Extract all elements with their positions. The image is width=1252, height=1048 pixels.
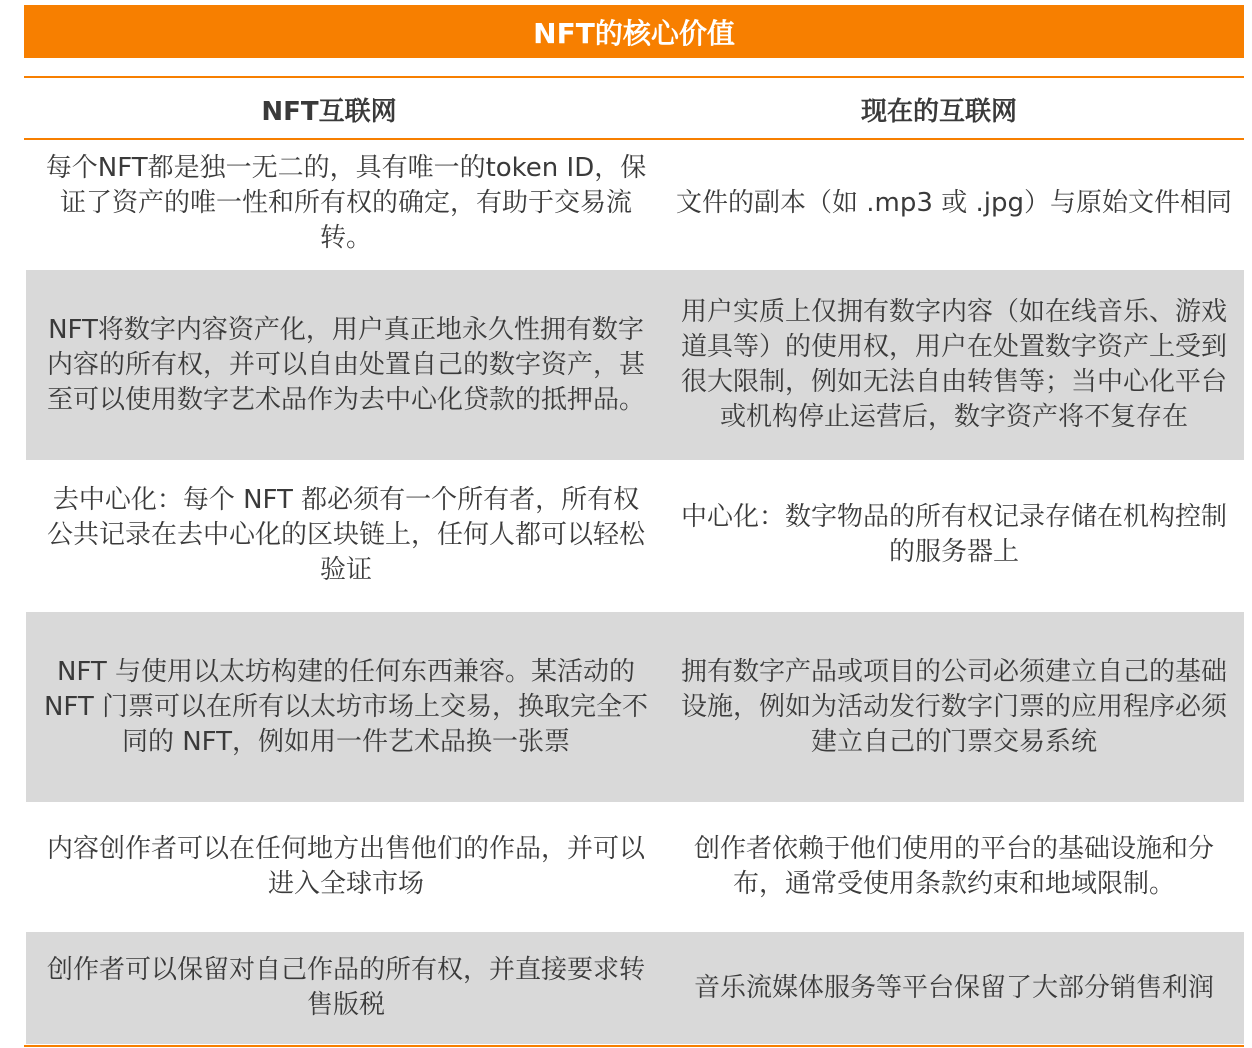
- table-row: [26, 270, 1244, 460]
- table-title: NFT的核心价值: [24, 5, 1244, 58]
- row-3-current-cell: 中心化：数字物品的所有权记录存储在机构控制的服务器上: [680, 502, 1227, 567]
- table-row: [26, 806, 1244, 928]
- header-bottom-rule: [24, 138, 1244, 140]
- column-header-nft-internet: NFT互联网: [261, 96, 397, 127]
- row-5-nft-cell: 内容创作者可以在任何地方出售他们的作品，并可以进入全球市场: [46, 834, 645, 899]
- row-6-current-cell: 音乐流媒体服务等平台保留了大部分销售利润: [693, 972, 1214, 1003]
- row-1-nft-cell: 每个NFT都是独一无二的，具有唯一的token ID，保证了资产的唯一性和所有权的确定，有助于交易流转。: [45, 152, 647, 253]
- row-4-current-cell: 拥有数字产品或项目的公司必须建立自己的基础设施，例如为活动发行数字门票的应用程序必须建立自己的门票交易系统: [680, 656, 1227, 757]
- column-header-current-internet: 现在的互联网: [860, 96, 1017, 127]
- header-top-rule: [24, 76, 1244, 78]
- row-4-nft-cell: NFT 与使用以太坊构建的任何东西兼容。某活动的 NFT 门票可以在所有以太坊市场上交易，换取完全不同的 NFT，例如用一件艺术品换一张票: [43, 656, 649, 757]
- row-3-nft-cell: 去中心化：每个 NFT 都必须有一个所有者，所有权公共记录在去中心化的区块链上，任何人都可以轻松验证: [46, 484, 645, 585]
- table-bottom-rule: [24, 1045, 1244, 1047]
- table-row: [26, 141, 1244, 265]
- row-6-nft-cell: 创作者可以保留对自己作品的所有权，并直接要求转售版税: [46, 955, 645, 1020]
- table-row: [26, 612, 1244, 802]
- row-1-current-cell: 文件的副本（如 .mp3 或 .jpg）与原始文件相同: [676, 187, 1232, 218]
- table-header: [24, 80, 1244, 138]
- row-2-current-cell: 用户实质上仅拥有数字内容（如在线音乐、游戏道具等）的使用权，用户在处置数字资产上受到很大限制，例如无法自由转售等；当中心化平台或机构停止运营后，数字资产将不复存在: [680, 297, 1227, 432]
- table-row: [26, 462, 1244, 608]
- row-5-current-cell: 创作者依赖于他们使用的平台的基础设施和分布，通常受使用条款约束和地域限制。: [693, 834, 1214, 899]
- table-row: [26, 932, 1244, 1044]
- row-2-nft-cell: NFT将数字内容资产化，用户真正地永久性拥有数字内容的所有权，并可以自由处置自己的数字资产，甚至可以使用数字艺术品作为去中心化贷款的抵押品。: [46, 314, 645, 415]
